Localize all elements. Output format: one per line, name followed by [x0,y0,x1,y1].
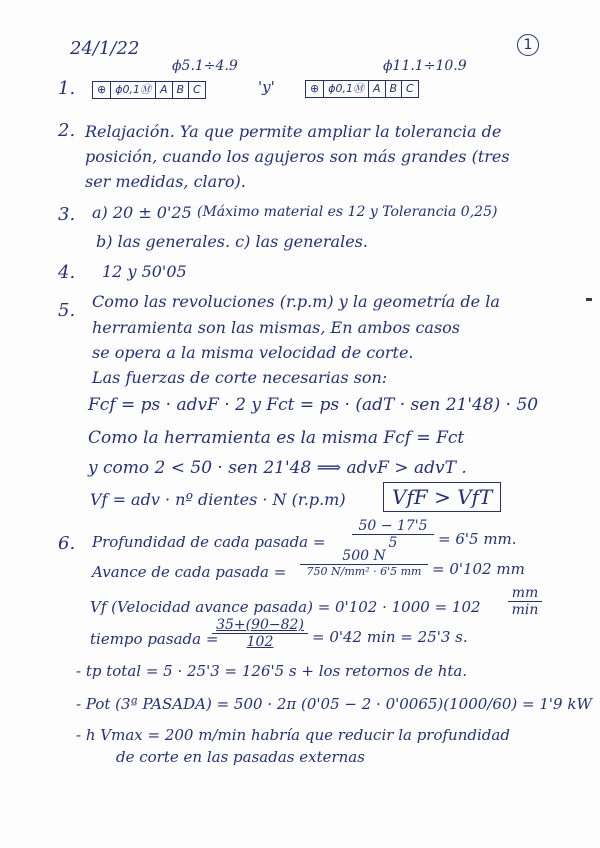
q5-line-4: Las fuerzas de corte necesarias son: [92,368,388,387]
q6-depth-label: Profundidad de cada pasada = [92,533,326,551]
tolerance-value: ϕ0,1Ⓜ [324,80,369,98]
q6-feed-fraction [300,548,428,578]
q6-feed-label: Avance de cada pasada = [92,563,287,581]
position-symbol: ⊕ [92,81,111,99]
q6-time-fraction [212,617,308,650]
datum-c: C [189,81,206,99]
q3-line-2: b) las generales. c) las generales. [96,232,368,251]
datum-c: C [402,80,419,98]
datum-b: B [173,81,190,99]
q6-feed-velocity: Vf (Velocidad avance pasada) = 0'102 · 1000 = 102 [90,598,481,616]
q1-conjunction: 'y' [258,78,275,96]
q6-time-numerator: 35+(90−82) [212,617,308,634]
dimension-right: ϕ11.1÷10.9 [383,58,467,74]
q5-line-6: Como la herramienta es la misma Fcf = Fct [88,428,465,448]
edge-mark [586,298,592,301]
q6-velocity-unit [508,585,542,618]
q6-note-line-1: - h Vmax = 200 m/min habría que reducir la profundidad [76,726,510,744]
q6-feed-numerator: 500 N [300,548,428,565]
q5-line-3: se opera a la misma velocidad de corte. [92,343,414,362]
q6-time-denominator: 102 [246,634,274,650]
q6-total-time: - tp total = 5 · 25'3 = 126'5 s + los retornos de hta. [76,662,468,680]
q6-time-result: = 0'42 min = 25'3 s. [312,628,468,646]
q4-number: 4. [58,262,76,283]
q6-note-line-2: de corte en las pasadas externas [116,748,365,766]
q6-feed-result: = 0'102 mm [432,560,525,578]
q4-line-1: 12 y 50'05 [102,262,187,281]
q3-line-1a: a) 20 ± 0'25 [92,203,192,222]
q6-power: - Pot (3ª PASADA) = 500 · 2π (0'05 − 2 · 0'0065)(1000/60) = 1'9 kW [76,695,592,713]
q5-number: 5. [58,300,76,321]
q2-line-2: posición, cuando los agujeros son más grandes (tres [85,147,510,166]
q2-line-3: ser medidas, claro). [85,172,246,191]
q5-line-5: Fcf = ps · advF · 2 y Fct = ps · (adT · sen 21'48) · 50 [88,395,539,415]
tolerance-value: ϕ0,1Ⓜ [111,81,156,99]
datum-a: A [369,80,386,98]
q3-line-1b: (Máximo material es 12 y Tolerancia 0,25) [197,204,498,220]
tolerance-frame-right [305,80,419,98]
datum-a: A [156,81,173,99]
q6-feed-denominator: 750 N/mm² · 6'5 mm [306,565,422,578]
tolerance-frame-left [92,81,206,99]
q3-number: 3. [58,204,76,225]
page-number: 1 [517,34,539,56]
dimension-left: ϕ5.1÷4.9 [172,58,238,74]
q2-line-1: Relajación. Ya que permite ampliar la tolerancia de [85,122,502,141]
q6-number: 6. [58,533,76,554]
q6-time-label: tiempo pasada = [90,630,219,648]
q5-line-2: herramienta son las mismas, En ambos casos [92,318,461,337]
position-symbol: ⊕ [305,80,324,98]
q6-depth-numerator: 50 − 17'5 [352,518,434,535]
q6-velocity-unit-den: min [511,602,539,618]
q5-line-1: Como las revoluciones (r.p.m) y la geometría de la [92,292,500,311]
date: 24/1/22 [70,38,140,59]
q1-number: 1. [58,78,76,99]
q5-boxed-result: VfF > VfT [383,482,501,512]
q2-number: 2. [58,120,76,141]
q6-depth-fraction [352,518,434,551]
q6-depth-denominator: 5 [388,535,398,551]
q5-line-7: y como 2 < 50 · sen 21'48 ⟹ advF > advT . [88,458,467,478]
q5-line-8: Vf = adv · nº dientes · N (r.p.m) [90,490,346,509]
datum-b: B [386,80,403,98]
q6-depth-result: = 6'5 mm. [438,530,517,548]
q6-velocity-unit-num: mm [508,585,542,602]
